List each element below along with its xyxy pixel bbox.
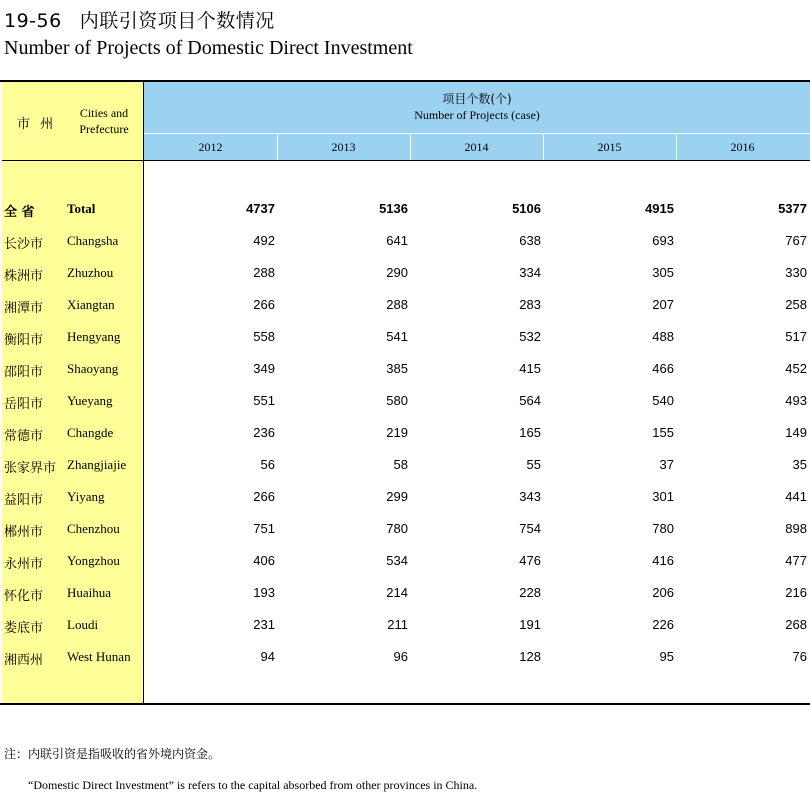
value-cell-2014: 228 xyxy=(519,585,541,600)
metric-header xyxy=(144,91,810,123)
table-row xyxy=(0,233,810,253)
table-row xyxy=(0,457,810,477)
table-row xyxy=(0,297,810,317)
value-cell-2014: 532 xyxy=(519,329,541,344)
value-cell-2014: 165 xyxy=(519,425,541,440)
year-header-2012: 2012 xyxy=(198,140,223,154)
value-cell-2012: 4737 xyxy=(246,201,275,216)
region-name-cn: 益阳市 xyxy=(4,493,44,508)
value-cell-2016: 898 xyxy=(785,521,807,536)
value-cell-2012: 288 xyxy=(253,265,275,280)
value-cell-2016: 767 xyxy=(785,233,807,248)
region-name-en: Huaihua xyxy=(67,585,112,600)
table-row xyxy=(0,265,810,285)
region-name-cn: 张家界市 xyxy=(4,461,57,476)
year-header-2014: 2014 xyxy=(464,140,489,154)
value-cell-2013: 211 xyxy=(387,617,408,632)
value-cell-2015: 693 xyxy=(652,233,674,248)
value-cell-2013: 290 xyxy=(386,265,408,280)
value-cell-2015: 206 xyxy=(652,585,674,600)
value-cell-2012: 551 xyxy=(253,393,275,408)
value-cell-2014: 754 xyxy=(519,521,541,536)
total-row xyxy=(0,201,810,221)
region-name-en: West Hunan xyxy=(67,649,131,664)
title-cn-text: 内联引资项目个数情况 xyxy=(79,10,275,32)
value-cell-2014: 283 xyxy=(519,297,541,312)
table-row xyxy=(0,553,810,573)
table-row xyxy=(0,361,810,381)
region-name-en: Shaoyang xyxy=(67,361,119,376)
value-cell-2015: 37 xyxy=(659,457,674,472)
value-cell-2015: 780 xyxy=(652,521,674,536)
value-cell-2012: 492 xyxy=(253,233,275,248)
value-cell-2012: 751 xyxy=(253,521,275,536)
value-cell-2012: 231 xyxy=(253,617,275,632)
region-name-cn: 全 省 xyxy=(4,205,35,220)
value-cell-2013: 219 xyxy=(386,425,408,440)
value-cell-2013: 385 xyxy=(386,361,408,376)
value-cell-2012: 349 xyxy=(253,361,275,376)
value-cell-2012: 406 xyxy=(253,553,275,568)
value-cell-2013: 299 xyxy=(386,489,408,504)
region-name-en: Loudi xyxy=(67,617,99,632)
value-cell-2015: 540 xyxy=(652,393,674,408)
region-name-en: Zhuzhou xyxy=(67,265,114,280)
value-cell-2014: 415 xyxy=(519,361,541,376)
page-title-cn xyxy=(4,6,275,33)
table-number: 19-56 xyxy=(4,10,62,32)
value-cell-2015: 226 xyxy=(652,617,674,632)
value-cell-2016: 5377 xyxy=(778,201,807,216)
region-header-en xyxy=(66,105,142,137)
header-bottom-rule xyxy=(2,160,810,161)
table-row xyxy=(0,425,810,445)
value-cell-2013: 580 xyxy=(386,393,408,408)
value-cell-2012: 94 xyxy=(260,649,275,664)
value-cell-2015: 466 xyxy=(652,361,674,376)
region-name-en: Total xyxy=(67,201,96,216)
table-row xyxy=(0,585,810,605)
value-cell-2014: 476 xyxy=(519,553,541,568)
value-cell-2014: 343 xyxy=(519,489,541,504)
table-row xyxy=(0,617,810,637)
value-cell-2015: 305 xyxy=(652,265,674,280)
value-cell-2016: 330 xyxy=(785,265,807,280)
region-name-cn: 邵阳市 xyxy=(4,365,44,380)
value-cell-2014: 191 xyxy=(519,617,541,632)
value-cell-2012: 193 xyxy=(253,585,275,600)
value-cell-2012: 236 xyxy=(253,425,275,440)
value-cell-2016: 35 xyxy=(792,457,807,472)
value-cell-2014: 55 xyxy=(526,457,541,472)
value-cell-2013: 534 xyxy=(386,553,408,568)
value-cell-2013: 541 xyxy=(386,329,408,344)
value-cell-2014: 638 xyxy=(519,233,541,248)
region-name-cn: 怀化市 xyxy=(4,589,44,604)
value-cell-2015: 4915 xyxy=(645,201,674,216)
note-cn: 注：内联引资是指吸收的省外境内资金。 xyxy=(4,747,221,761)
metric-header-en: Number of Projects (case) xyxy=(414,108,540,122)
region-name-en: Yueyang xyxy=(67,393,113,408)
region-name-cn: 湘潭市 xyxy=(4,301,44,316)
header-divider xyxy=(144,133,810,134)
value-cell-2013: 288 xyxy=(386,297,408,312)
value-cell-2013: 641 xyxy=(386,233,408,248)
value-cell-2016: 477 xyxy=(785,553,807,568)
value-cell-2013: 58 xyxy=(393,457,408,472)
value-cell-2012: 266 xyxy=(253,297,275,312)
value-cell-2015: 488 xyxy=(652,329,674,344)
region-name-cn: 郴州市 xyxy=(4,525,44,540)
value-cell-2014: 334 xyxy=(519,265,541,280)
value-cell-2012: 266 xyxy=(253,489,275,504)
table-row xyxy=(0,649,810,669)
value-cell-2015: 207 xyxy=(652,297,674,312)
region-name-cn: 常德市 xyxy=(4,429,44,444)
table-row xyxy=(0,489,810,509)
region-name-cn: 株洲市 xyxy=(4,269,44,284)
region-header-en-line2: Prefecture xyxy=(79,122,129,136)
value-cell-2016: 441 xyxy=(785,489,807,504)
year-header-2013: 2013 xyxy=(331,140,356,154)
value-cell-2015: 301 xyxy=(652,489,674,504)
region-header-en-line1: Cities and xyxy=(79,106,129,120)
year-header-2015: 2015 xyxy=(597,140,622,154)
value-cell-2016: 149 xyxy=(785,425,807,440)
region-name-en: Changsha xyxy=(67,233,119,248)
value-cell-2016: 76 xyxy=(792,649,807,664)
region-name-en: Zhangjiajie xyxy=(67,457,127,472)
value-cell-2014: 128 xyxy=(519,649,541,664)
region-name-cn: 长沙市 xyxy=(4,237,44,252)
year-header-2016: 2016 xyxy=(730,140,755,154)
value-cell-2013: 5136 xyxy=(379,201,408,216)
value-cell-2016: 493 xyxy=(785,393,807,408)
value-cell-2013: 214 xyxy=(386,585,408,600)
region-name-cn: 岳阳市 xyxy=(4,397,44,412)
value-cell-2015: 416 xyxy=(652,553,674,568)
page-title-en: Number of Projects of Domestic Direct Investment xyxy=(4,37,413,59)
region-name-en: Xiangtan xyxy=(67,297,115,312)
region-name-cn: 湘西州 xyxy=(4,653,44,668)
value-cell-2016: 216 xyxy=(785,585,807,600)
region-name-en: Changde xyxy=(67,425,114,440)
value-cell-2013: 780 xyxy=(386,521,408,536)
table-row xyxy=(0,393,810,413)
value-cell-2012: 558 xyxy=(253,329,275,344)
value-cell-2014: 5106 xyxy=(512,201,541,216)
region-name-en: Hengyang xyxy=(67,329,121,344)
value-cell-2013: 96 xyxy=(393,649,408,664)
value-cell-2016: 452 xyxy=(785,361,807,376)
metric-header-cn: 项目个数(个) xyxy=(442,92,512,106)
value-cell-2015: 95 xyxy=(659,649,674,664)
note-en: “Domestic Direct Investment” is refers to the capital absorbed from other provinces in China. xyxy=(28,778,478,792)
region-name-cn: 永州市 xyxy=(4,557,44,572)
value-cell-2014: 564 xyxy=(519,393,541,408)
region-name-en: Chenzhou xyxy=(67,521,120,536)
value-cell-2016: 517 xyxy=(785,329,807,344)
value-cell-2015: 155 xyxy=(652,425,674,440)
value-cell-2012: 56 xyxy=(260,457,275,472)
region-name-en: Yiyang xyxy=(67,489,105,504)
table-row xyxy=(0,521,810,541)
region-name-cn: 衡阳市 xyxy=(4,333,44,348)
value-cell-2016: 268 xyxy=(785,617,807,632)
value-cell-2016: 258 xyxy=(785,297,807,312)
bottom-rule xyxy=(0,703,810,705)
table-row xyxy=(0,329,810,349)
region-name-cn: 娄底市 xyxy=(4,621,44,636)
region-name-en: Yongzhou xyxy=(67,553,120,568)
region-header-cn: 市 州 xyxy=(17,117,57,132)
